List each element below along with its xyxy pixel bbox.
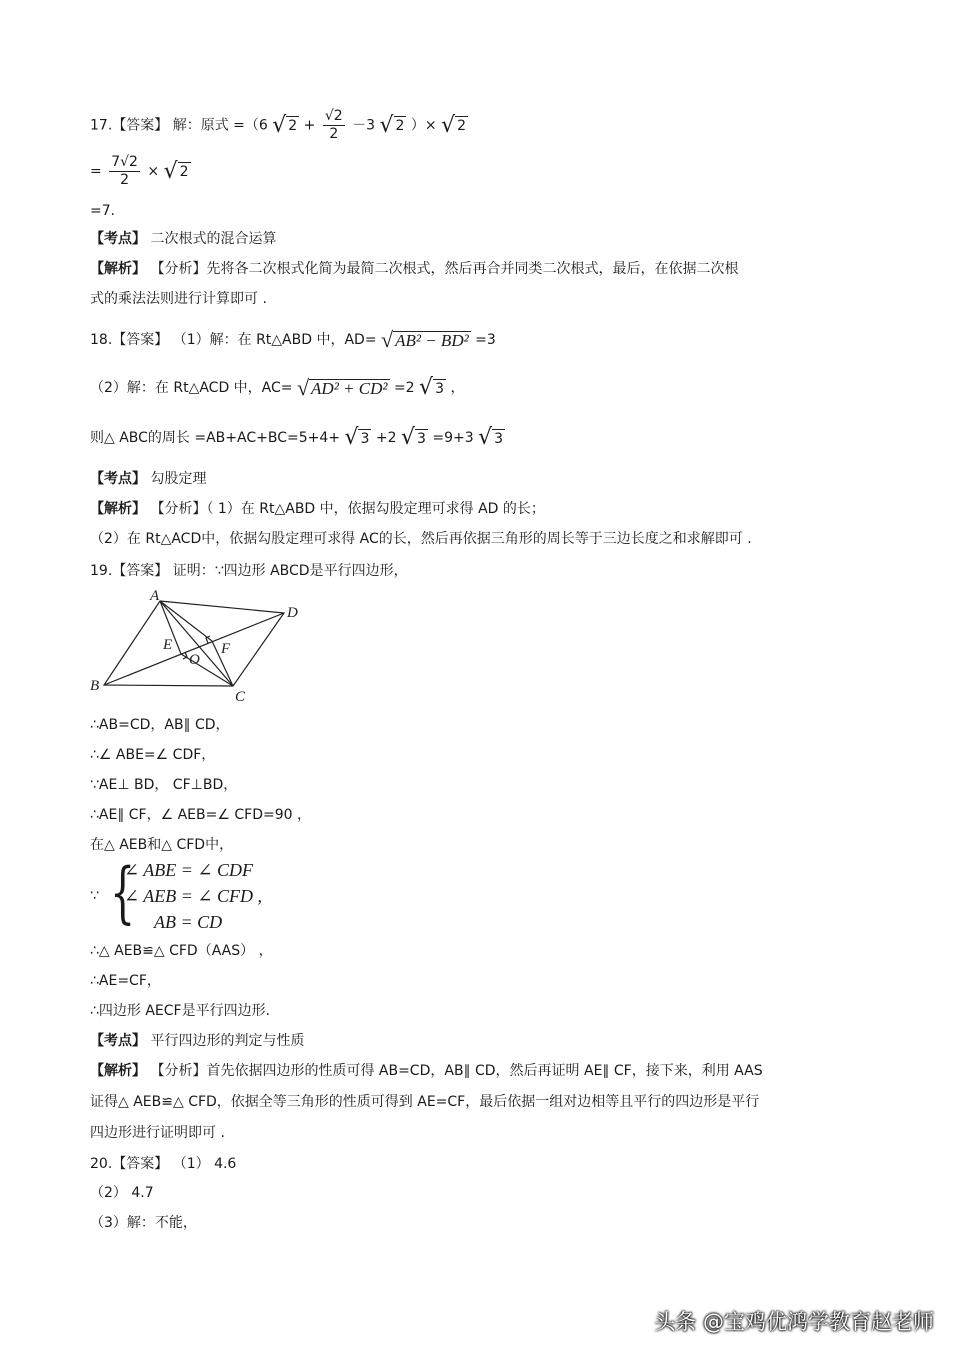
parallelogram-abcd [104, 601, 284, 686]
q19-step5: 在△ AEB和△ CFD中， [90, 837, 234, 853]
q20-line2: （2） 4.7 [90, 1185, 154, 1201]
q19-step2: ∴∠ ABE=∠ CDF， [90, 747, 216, 763]
q19-step4: ∴AE∥ CF，∠ AEB=∠ CFD=90 ， [90, 807, 311, 823]
q18-kaodian: 【考点】 勾股定理 [90, 471, 207, 487]
sqrt-2: √ 2 [379, 112, 405, 138]
sqrt-ab2-bd2: √ AB² − BD² [381, 327, 469, 353]
sqrt-3: √ 3 [478, 425, 504, 450]
diagonal-bd [104, 613, 284, 685]
parallelogram-figure [86, 588, 306, 708]
q20-line3: （3）解：不能， [90, 1215, 197, 1231]
q19-line1: 19.【答案】 证明：∵四边形 ABCD是平行四边形， [90, 563, 408, 579]
q17-answer-lead: 17.【答案】 解：原式 =（6 [90, 117, 268, 134]
system-row-1: ∠ ABE = ∠ CDF [124, 860, 253, 880]
q17-jiexi-1: 【解析】 【分析】先将各二次根式化简为最简二次根式，然后再合并同类二次根式，最后，在依据二次根 [90, 261, 739, 277]
q19-jiexi-2: 证得△ AEB≌△ CFD，依据全等三角形的性质可得到 AE=CF，最后依据一组对边相等且平行的四边形是平行 [90, 1094, 760, 1110]
q17-result: =7． [90, 203, 125, 219]
system-row-2: ∠ AEB = ∠ CFD , [124, 886, 262, 906]
label-d: D [287, 605, 298, 621]
sqrt-2: √ 2 [441, 112, 467, 138]
sqrt-ad2-cd2: √ AD² + CD² [296, 375, 388, 401]
q19-jiexi-3: 四边形进行证明即可 . [90, 1125, 225, 1141]
sqrt-2: √ 2 [163, 158, 189, 184]
left-brace: { [110, 854, 136, 931]
q18-line3: 则△ ABC的周长 =AB+AC+BC=5+4+ √ 3 +2 √ 3 =9+3 √ 3 [90, 425, 504, 450]
q17-line1: 17.【答案】 解：原式 =（6 √ 2 + $\frac{√2}{2}$ －3 √ 2 ）× √ 2 [90, 108, 467, 142]
q18-jiexi-1: 【解析】 【分析】（ 1）在 Rt△ABD 中，依据勾股定理可求得 AD 的长； [90, 501, 545, 517]
label-o: O [189, 652, 200, 668]
label-f: F [221, 641, 231, 657]
q17-jiexi-2: 式的乘法法则进行计算即可 . [90, 291, 267, 307]
q19-step1: ∴AB=CD，AB∥ CD， [90, 717, 230, 733]
q17-kaodian: 【考点】 二次根式的混合运算 [90, 231, 277, 247]
q19-step3: ∵AE⊥ BD， CF⊥BD， [90, 777, 238, 793]
q19-step8: ∴四边形 AECF是平行四边形． [90, 1003, 280, 1019]
sqrt-3: √ 3 [400, 425, 426, 450]
sqrt-3: √ 3 [344, 425, 370, 450]
label-c: C [235, 689, 246, 705]
sqrt-3: √ 3 [419, 375, 444, 401]
q19-jiexi-1: 【解析】 【分析】首先依据四边形的性质可得 AB=CD，AB∥ CD，然后再证明 AE∥ CF，接下来，利用 AAS [90, 1063, 763, 1079]
q18-line2: （2）解：在 Rt△ACD 中，AC= √ AD² + CD² =2 √ 3 ， [90, 375, 465, 401]
fraction-7sqrt2-over-2: $\frac{7√2}{2}$ [111, 154, 138, 188]
q18-line1: 18.【答案】 （1）解：在 Rt△ABD 中，AD= √ AB² − BD² =3 [90, 327, 496, 353]
sqrt-2: √ 2 [272, 112, 298, 138]
q18-jiexi-2: （2）在 Rt△ACD中，依据勾股定理可求得 AC的长，然后再依据三角形的周长等于三边长度之和求解即可 . [90, 531, 752, 547]
watermark: 头条 @宝鸡优鸿学教育赵老师 [654, 1310, 934, 1334]
label-b: B [90, 678, 100, 694]
q17-line2: = $\frac{7√2}{2}$ × √ 2 [90, 154, 189, 188]
label-a: A [150, 588, 160, 604]
label-e: E [163, 637, 173, 653]
system-row-3: AB = CD [154, 912, 223, 932]
because-symbol: ∵ [90, 888, 99, 904]
q19-step7: ∴AE=CF， [90, 973, 161, 989]
fraction-sqrt2-over-2: $\frac{√2}{2}$ [324, 108, 343, 142]
q19-kaodian: 【考点】 平行四边形的判定与性质 [90, 1033, 305, 1049]
q19-step6: ∴△ AEB≌△ CFD（AAS） ， [90, 943, 273, 959]
q20-line1: 20.【答案】 （1） 4.6 [90, 1156, 237, 1172]
